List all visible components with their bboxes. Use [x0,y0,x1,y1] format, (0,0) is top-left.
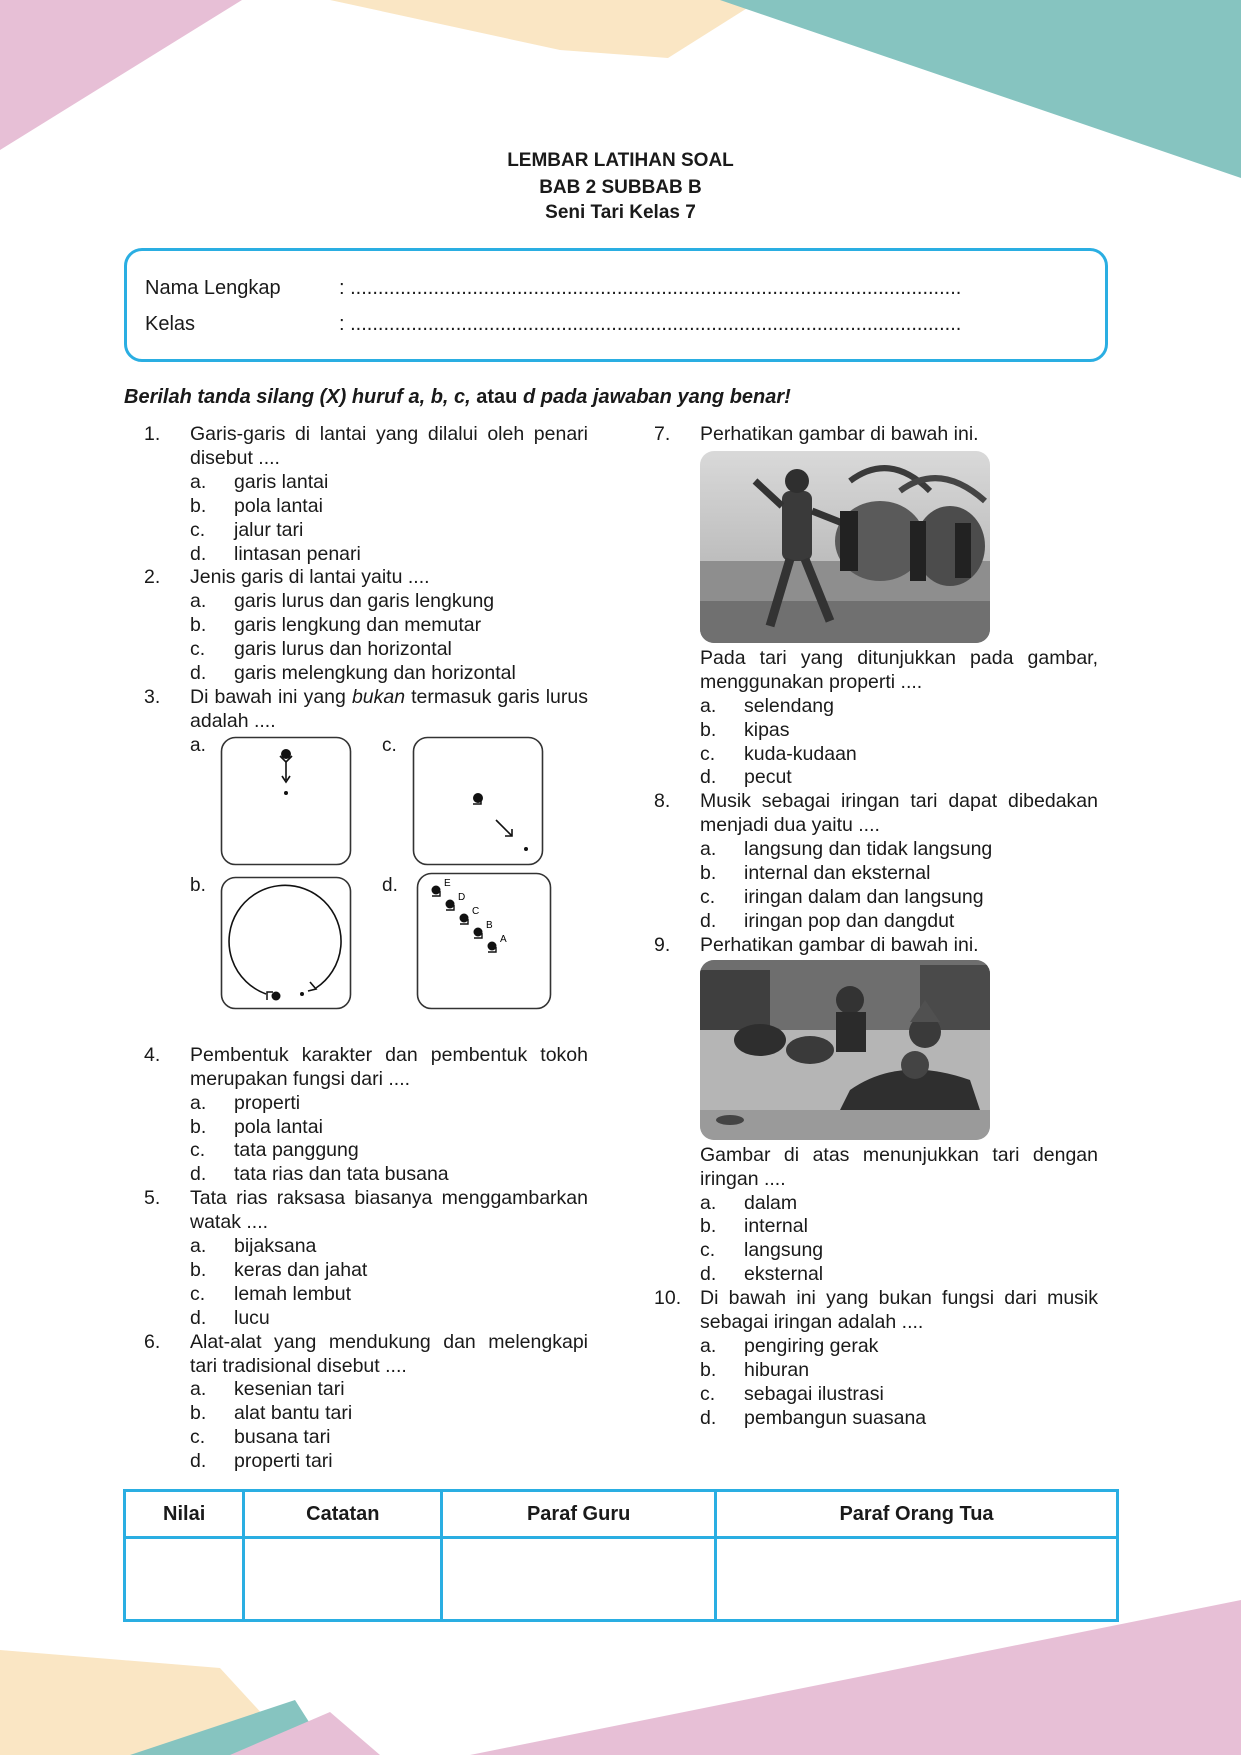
question-number: 4. [144,1043,161,1066]
option-text: pola lantai [234,1115,323,1138]
option-letter: b. [190,1258,207,1281]
identity-box [124,248,1108,362]
question-number: 7. [654,423,671,445]
name-field[interactable]: : .............................................................................................................. [339,277,962,299]
option[interactable] [144,495,588,519]
question-9-followup: Gambar di atas menunjukkan tari dengan iringan .... [700,1143,1098,1190]
option[interactable] [144,1426,588,1450]
question-8 [654,790,1098,838]
worksheet-header [0,150,1241,224]
worksheet-title: LEMBAR LATIHAN SOAL [507,150,734,171]
option-text: dalam [744,1191,798,1214]
option[interactable] [654,1407,1098,1431]
option-letter: a. [190,1378,207,1401]
option-letter: d. [190,662,207,685]
option-letter: c. [190,638,206,661]
option[interactable] [654,862,1098,886]
option-letter: d. [190,1306,207,1329]
question-2 [144,566,588,590]
question-text: Pembentuk karakter dan pembentuk tokoh merupakan fungsi dari .... [190,1043,588,1090]
option-text: pembangun suasana [744,1406,927,1429]
question-text: Musik sebagai iringan tari dapat dibedakan menjadi dua yaitu .... [700,790,1098,837]
class-label: Kelas [145,313,196,335]
question-text: Di bawah ini yang bukan fungsi dari musik sebagai iringan adalah .... [700,1287,1098,1334]
question-text: Perhatikan gambar di bawah ini. [700,423,979,445]
name-row [145,277,961,300]
question-number: 1. [144,423,161,445]
option-text: lemah lembut [234,1282,352,1305]
question-number: 10. [654,1287,682,1310]
option-letter: c. [190,518,206,541]
option-letter: b. [190,1402,207,1425]
option-letter: d. [190,1163,207,1186]
option-text: tata rias dan tata busana [234,1163,449,1186]
option[interactable] [144,638,588,662]
option[interactable] [654,719,1098,743]
option-letter: d. [700,909,717,932]
option-text: jalur tari [234,518,304,541]
option-text: alat bantu tari [234,1402,353,1425]
floor-pattern-options [190,734,588,1044]
question-number: 2. [144,566,161,589]
option-text: keras dan jahat [234,1258,368,1281]
option[interactable] [144,1307,588,1331]
option-text: properti [234,1091,301,1114]
question-text-part: termasuk garis lurus adalah .... [190,685,588,732]
option-letter: c. [700,885,716,908]
option[interactable] [654,838,1098,862]
question-7-followup: Pada tari yang ditunjukkan pada gambar, menggunakan properti .... [700,646,1098,693]
option-text: lintasan penari [234,542,361,565]
score-header-paraf-orang-tua: Paraf Orang Tua [716,1491,1118,1538]
pattern-a-straight-down [220,736,352,866]
option[interactable] [144,1139,588,1163]
option-text: internal dan eksternal [744,862,931,885]
option[interactable] [144,1283,588,1307]
score-cell-paraf-guru[interactable] [442,1538,716,1621]
option-letter: c. [700,1239,716,1262]
pattern-d-zigzag [416,872,552,1010]
pattern-label-d[interactable]: d. [382,874,398,896]
option-text: kuda-kudaan [744,742,857,765]
option-text: kesenian tari [234,1378,345,1401]
option-letter: c. [700,1382,716,1405]
option-text: eksternal [744,1263,824,1286]
score-cell-paraf-orang-tua[interactable] [716,1538,1118,1621]
option[interactable] [654,1239,1098,1263]
option-text: pecut [744,766,792,789]
option-text: internal [744,1215,808,1238]
question-text-emphasis: bukan [351,685,406,708]
option-text: pola lantai [234,494,323,517]
option-text: lucu [234,1306,270,1329]
pattern-label-b[interactable]: b. [190,874,206,896]
option-text: iringan pop dan dangdut [744,909,955,932]
option[interactable] [654,1383,1098,1407]
score-cell-nilai[interactable] [125,1538,244,1621]
option[interactable] [654,910,1098,934]
option-letter: b. [700,718,717,741]
question-5 [144,1187,588,1235]
option-text: garis lurus dan horizontal [234,638,452,661]
option-letter: a. [190,470,207,493]
instruction-part1: Berilah tanda silang (X) huruf a, b, c, [124,386,471,408]
option-letter: d. [700,766,717,789]
question-1 [144,423,588,471]
option[interactable] [144,1116,588,1140]
option[interactable] [144,1092,588,1116]
option[interactable] [144,1235,588,1259]
option[interactable] [144,1259,588,1283]
option-letter: c. [190,1139,206,1162]
option-text: garis lurus dan garis lengkung [234,590,495,613]
question-text: Perhatikan gambar di bawah ini. [700,933,979,956]
option-text: bijaksana [234,1235,317,1258]
question-text-part: Di bawah ini yang [190,685,352,708]
option-letter: d. [190,542,207,565]
option[interactable] [654,1215,1098,1239]
option[interactable] [654,1263,1098,1287]
score-table-entry-row [125,1538,1118,1621]
option-letter: c. [190,1282,206,1305]
pattern-d-letter: D [458,891,466,903]
score-header-catatan: Catatan [244,1491,442,1538]
deco-yellow-top [330,0,760,58]
option-letter: b. [190,614,207,637]
option[interactable] [654,1359,1098,1383]
option-text: pengiring gerak [744,1334,879,1357]
pattern-d-letter: B [486,919,493,931]
option-letter: b. [190,1115,207,1138]
option[interactable] [144,1378,588,1402]
question-text: Tata rias raksasa biasanya menggambarkan watak .... [190,1187,588,1234]
option[interactable] [144,614,588,638]
left-column [144,423,588,1474]
instruction [124,386,791,409]
question-number: 3. [144,685,161,708]
option[interactable] [654,1192,1098,1216]
question-number: 8. [654,790,671,813]
option[interactable] [654,766,1098,790]
option-text: sebagai ilustrasi [744,1382,884,1405]
option[interactable] [654,743,1098,767]
option-letter: b. [190,494,207,517]
dance-photo-saman [700,960,990,1140]
instruction-part2: atau [470,386,523,408]
option-letter: c. [190,1426,206,1449]
question-number: 9. [654,933,671,956]
option-text: langsung [744,1239,824,1262]
option-letter: a. [190,1235,207,1258]
option[interactable] [144,590,588,614]
option[interactable] [144,519,588,543]
option[interactable] [144,1450,588,1474]
option-letter: a. [190,1091,207,1114]
pattern-label-c[interactable]: c. [382,734,397,756]
option-letter: d. [700,1263,717,1286]
option-text: tata panggung [234,1139,359,1162]
class-row [145,313,961,336]
option[interactable] [654,695,1098,719]
option-letter: d. [700,1406,717,1429]
question-text: Alat-alat yang mendukung dan melengkapi tari tradisional disebut .... [190,1330,588,1377]
question-10 [654,1287,1098,1335]
option-letter: b. [700,1358,717,1381]
right-column [654,423,1098,1431]
option-letter: c. [700,742,716,765]
deco-pink-top-left [0,0,242,150]
question-9 [654,934,1098,958]
question-7 [654,423,1098,447]
class-field[interactable]: : .............................................................................................................. [339,313,962,335]
deco-pink-bottom-right [470,1600,1241,1755]
option[interactable] [144,543,588,567]
option[interactable] [654,886,1098,910]
option[interactable] [144,1402,588,1426]
instruction-part3: d pada jawaban yang benar! [522,386,791,408]
option-text: hiburan [744,1358,810,1381]
option-text: garis lengkung dan memutar [234,614,482,637]
pattern-d-letter: A [500,933,507,945]
pattern-b-circle [220,876,352,1010]
option[interactable] [654,1335,1098,1359]
pattern-d-letter: C [472,905,480,917]
worksheet-subtitle: BAB 2 SUBBAB B [539,177,702,198]
score-table [123,1489,1119,1622]
option-letter: a. [700,694,717,717]
option-text: garis lantai [234,470,329,493]
option-text: kipas [744,718,790,741]
option-text: iringan dalam dan langsung [744,885,984,908]
question-number: 5. [144,1187,161,1210]
dance-photo-whip [700,451,990,643]
option-letter: a. [700,838,717,861]
score-header-paraf-guru: Paraf Guru [442,1491,716,1538]
option[interactable] [144,662,588,686]
score-header-nilai: Nilai [125,1491,244,1538]
question-3 [144,686,588,734]
option-text: selendang [744,694,834,717]
question-text: Garis-garis di lantai yang dilalui oleh penari disebut .... [190,423,588,469]
option-text: langsung dan tidak langsung [744,838,993,861]
question-text [190,686,588,734]
question-text: Jenis garis di lantai yaitu .... [190,566,430,589]
question-6 [144,1331,588,1379]
worksheet-subject: Seni Tari Kelas 7 [545,202,696,223]
score-table-header-row [125,1491,1118,1538]
option-letter: a. [700,1334,717,1357]
name-label: Nama Lengkap [145,277,281,299]
pattern-label-a[interactable]: a. [190,734,206,756]
option-letter: b. [700,862,717,885]
option-letter: a. [190,590,207,613]
option-letter: a. [700,1191,717,1214]
question-4 [144,1044,588,1092]
option[interactable] [144,1163,588,1187]
option-text: busana tari [234,1426,331,1449]
option-text: garis melengkung dan horizontal [234,662,516,685]
option-letter: b. [700,1215,717,1238]
pattern-d-letter: E [444,877,451,889]
option-letter: d. [190,1450,207,1473]
question-number: 6. [144,1330,161,1353]
option[interactable] [144,471,588,495]
option-text: properti tari [234,1450,333,1473]
score-cell-catatan[interactable] [244,1538,442,1621]
pattern-c-diagonal [412,736,544,866]
